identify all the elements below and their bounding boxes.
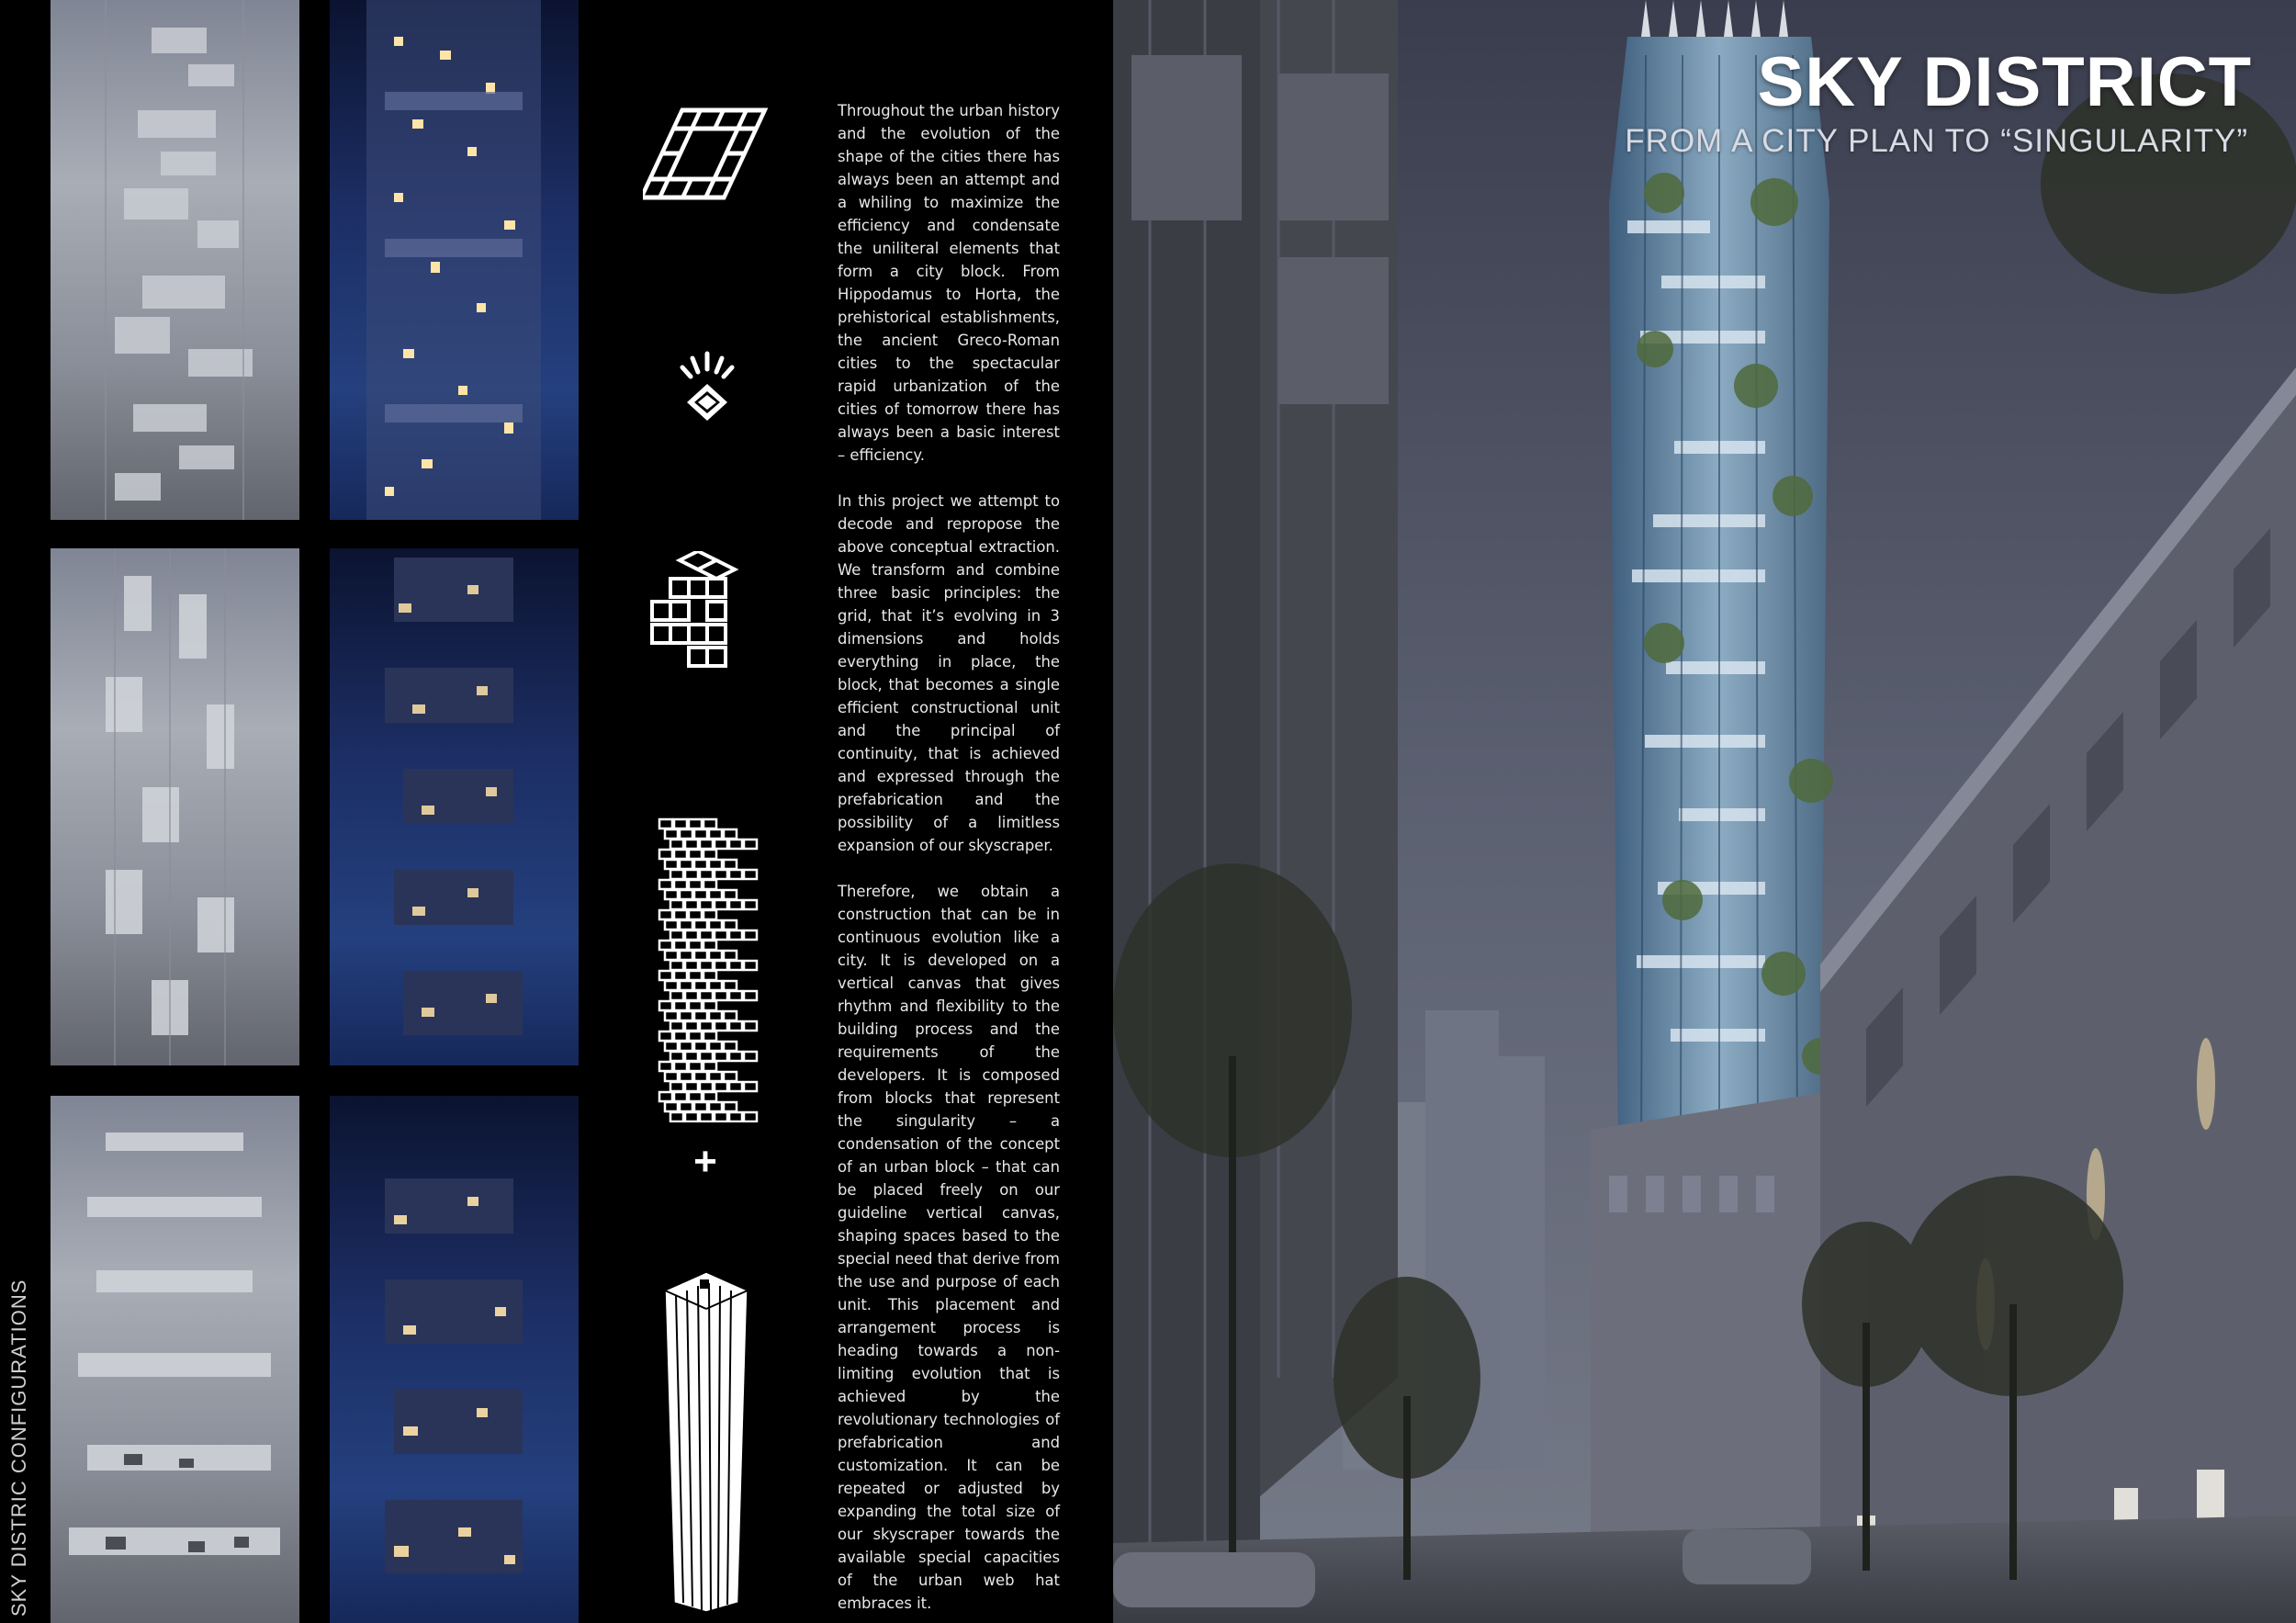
grid-block-diagram (643, 106, 771, 207)
description-paragraph-3: Therefore, we obtain a construction that can be in continuous evolution like a city. It is developed on a vertical canvas that gives rhythm and flexibility to the building process and the requirements of the developers. It is composed from blocks that represent the singularity – a condensation of the concept of an urban block – that can be placed freely on our guideline vertical canvas, shaping spaces based to the special need that derive from the use and purpose of each unit. This placement and arrangement process is heading towards a non-limiting evolution that is achieved by the revolutionary technologies of prefabrication and customization. It can be repeated or adjusted by expanding the total size of our skyscraper towards the available special capacities of the urban web hat embraces it. (838, 883, 1060, 1612)
tower-block (709, 1102, 722, 1111)
tower-block (680, 860, 692, 869)
tower-block (665, 951, 678, 960)
config-render-night-2 (330, 548, 579, 1065)
config-render-grey-1 (51, 0, 299, 520)
plus-sign: + (693, 1139, 717, 1184)
tower-block (724, 860, 737, 869)
tower-block (715, 1021, 727, 1031)
tower-block (685, 900, 698, 909)
tower-block (670, 1112, 683, 1121)
description-paragraph-1: Throughout the urban history and the evolution of the shape of the cities there has always been an attempt and a whiling to maximize the efficiency and condensate the uniliteral elements that form a city block. From Hippodamus to Horta, the prehistorical establishments, the ancient Greco-Roman cities to the spectacular rapid urbanization of the cities of tomorrow there has always been a basic interest – efficiency. (838, 102, 1060, 464)
tower-block (715, 930, 727, 940)
tower-block (744, 1052, 757, 1061)
tower-block (700, 870, 713, 879)
tower-block (729, 961, 742, 970)
tower-block (689, 941, 702, 950)
page-subtitle: FROM A CITY PLAN TO “SINGULARITY” (1625, 123, 2248, 159)
tower-block (744, 930, 757, 940)
tower-block (744, 870, 757, 879)
config-render-grey-2 (51, 548, 299, 1065)
config-render-night-3 (330, 1096, 579, 1623)
tower-block (659, 819, 672, 828)
tower-block (674, 880, 687, 889)
singularity-unit-icon (680, 349, 735, 432)
tower-block (659, 941, 672, 950)
tower-block (715, 870, 727, 879)
tower-block (700, 1021, 713, 1031)
block-cluster-diagram (643, 551, 753, 671)
lit-floor-slab (1671, 1029, 1765, 1042)
tower-block (685, 1082, 698, 1091)
tower-block (685, 1021, 698, 1031)
tower-block (700, 1112, 713, 1121)
tower-block (674, 1031, 687, 1041)
tower-block (694, 829, 707, 839)
tower-block (674, 1062, 687, 1071)
tower-block (715, 1112, 727, 1121)
tower-block (680, 1102, 692, 1111)
tower-block (659, 910, 672, 919)
tower-block (709, 981, 722, 990)
tower-block (703, 1092, 716, 1101)
tower-block (700, 900, 713, 909)
tower-block (674, 971, 687, 980)
tower-block (680, 829, 692, 839)
tower-block (715, 900, 727, 909)
tower-block (724, 1011, 737, 1020)
tower-block (670, 991, 683, 1000)
lit-floor-slab (1632, 569, 1765, 582)
tower-block (665, 1072, 678, 1081)
tower-block (744, 840, 757, 849)
tower-block (689, 850, 702, 859)
tower-block (703, 1001, 716, 1010)
tower-block (729, 1082, 742, 1091)
tower-block (659, 880, 672, 889)
tower-block (674, 941, 687, 950)
tower-block (659, 1062, 672, 1071)
tower-block (674, 850, 687, 859)
tower-block (670, 840, 683, 849)
tower-block (680, 981, 692, 990)
tower-block (680, 920, 692, 930)
tower-block (715, 961, 727, 970)
description-paragraph-2: In this project we attempt to decode and repropose the above conceptual extraction. We transform and combine three basic principles: the grid, that it’s evolving in 3 dimensions and holds everything in place, the block, that becomes a single efficient constructional unit and the principal of continuity, that is achieved and expressed through the prefabrication and the possibility of a limitless expansion of our skyscraper. (838, 492, 1060, 854)
tower-block (685, 961, 698, 970)
tower-block (674, 1092, 687, 1101)
tower-block (694, 1011, 707, 1020)
tower-block (685, 1112, 698, 1121)
tower-block (744, 961, 757, 970)
tower-block (689, 1031, 702, 1041)
tower-block (724, 981, 737, 990)
tower-block (659, 1092, 672, 1101)
tower-block (665, 981, 678, 990)
tower-block (703, 850, 716, 859)
tower-block (694, 1042, 707, 1051)
tower-block (694, 1102, 707, 1111)
tower-block (670, 1082, 683, 1091)
tower-block (659, 1031, 672, 1041)
tower-block (665, 1042, 678, 1051)
tower-block (724, 920, 737, 930)
project-description (838, 99, 1060, 1623)
side-caption: SKY DISTRIC CONFIGURATIONS (7, 1279, 30, 1617)
tower-block (694, 1072, 707, 1081)
config-render-night-1 (330, 0, 579, 520)
tower-block (724, 1072, 737, 1081)
config-render-grey-3 (51, 1096, 299, 1623)
tower-block (700, 961, 713, 970)
tower-block (729, 900, 742, 909)
hero-street-render (1113, 0, 2296, 1623)
tower-block (665, 860, 678, 869)
lit-floor-slab (1627, 220, 1710, 233)
tower-block (670, 900, 683, 909)
tower-block (670, 1021, 683, 1031)
lit-floor-slab (1661, 276, 1765, 288)
tower-block (674, 1001, 687, 1010)
tower-block (744, 1112, 757, 1121)
tower-block (694, 981, 707, 990)
tower-block (709, 951, 722, 960)
tower-block (670, 1052, 683, 1061)
tower-block (665, 1011, 678, 1020)
tower-block (665, 1102, 678, 1111)
tower-block (724, 1102, 737, 1111)
tower-block (680, 951, 692, 960)
tower-block (724, 829, 737, 839)
tower-block (709, 920, 722, 930)
tower-block (729, 1112, 742, 1121)
tower-block (715, 1082, 727, 1091)
tower-block (689, 819, 702, 828)
tower-block (729, 930, 742, 940)
tower-block (744, 1082, 757, 1091)
tower-block (703, 971, 716, 980)
tower-block (700, 1052, 713, 1061)
tower-block (685, 840, 698, 849)
tower-block (659, 850, 672, 859)
tower-block (689, 910, 702, 919)
tower-block (744, 900, 757, 909)
tower-block (703, 880, 716, 889)
tower-block (674, 910, 687, 919)
tower-block (709, 860, 722, 869)
page-title: SKY DISTRICT (1757, 43, 2252, 121)
tower-block (665, 920, 678, 930)
lit-floor-slab (1645, 735, 1765, 748)
tower-block (729, 991, 742, 1000)
tower-block (709, 829, 722, 839)
tower-block (700, 930, 713, 940)
tower-block (685, 870, 698, 879)
tower-block (689, 1092, 702, 1101)
tower-block (685, 1052, 698, 1061)
tower-block (715, 991, 727, 1000)
tower-block (694, 890, 707, 899)
tower-block (724, 890, 737, 899)
tower-block (685, 991, 698, 1000)
tower-block (694, 920, 707, 930)
tower-block (670, 930, 683, 940)
tower-block (744, 991, 757, 1000)
tower-block (729, 840, 742, 849)
tower-block (665, 890, 678, 899)
tower-block (670, 961, 683, 970)
tower-block (680, 1011, 692, 1020)
tower-block (700, 991, 713, 1000)
tower-block (715, 1052, 727, 1061)
tower-block (680, 1072, 692, 1081)
tower-block (709, 1042, 722, 1051)
tower-block (659, 1001, 672, 1010)
tower-block (689, 1062, 702, 1071)
tower-block (665, 829, 678, 839)
tower-block (694, 951, 707, 960)
tower-block (703, 1062, 716, 1071)
tower-block (744, 1021, 757, 1031)
tower-block (724, 1042, 737, 1051)
block-tower-diagram (648, 810, 759, 1122)
tower-block (724, 951, 737, 960)
tower-block (694, 860, 707, 869)
tower-block (709, 1011, 722, 1020)
tower-block (689, 1001, 702, 1010)
tower-block (703, 819, 716, 828)
vertical-canvas-diagram (656, 1272, 757, 1612)
tower-block (715, 840, 727, 849)
tower-block (689, 971, 702, 980)
tower-block (729, 1021, 742, 1031)
lit-floor-slab (1653, 514, 1765, 527)
tower-block (670, 870, 683, 879)
tower-block (729, 1052, 742, 1061)
tower-block (703, 941, 716, 950)
tower-block (703, 1031, 716, 1041)
tower-block (729, 870, 742, 879)
tower-block (703, 910, 716, 919)
tower-block (674, 819, 687, 828)
lit-floor-slab (1679, 808, 1765, 821)
tower-block (700, 1082, 713, 1091)
tower-block (689, 880, 702, 889)
tower-block (709, 890, 722, 899)
tower-block (659, 971, 672, 980)
tower-block (709, 1072, 722, 1081)
tower-block (680, 1042, 692, 1051)
lit-floor-slab (1637, 955, 1765, 968)
tower-block (700, 840, 713, 849)
tower-block (685, 930, 698, 940)
tower-block (680, 890, 692, 899)
